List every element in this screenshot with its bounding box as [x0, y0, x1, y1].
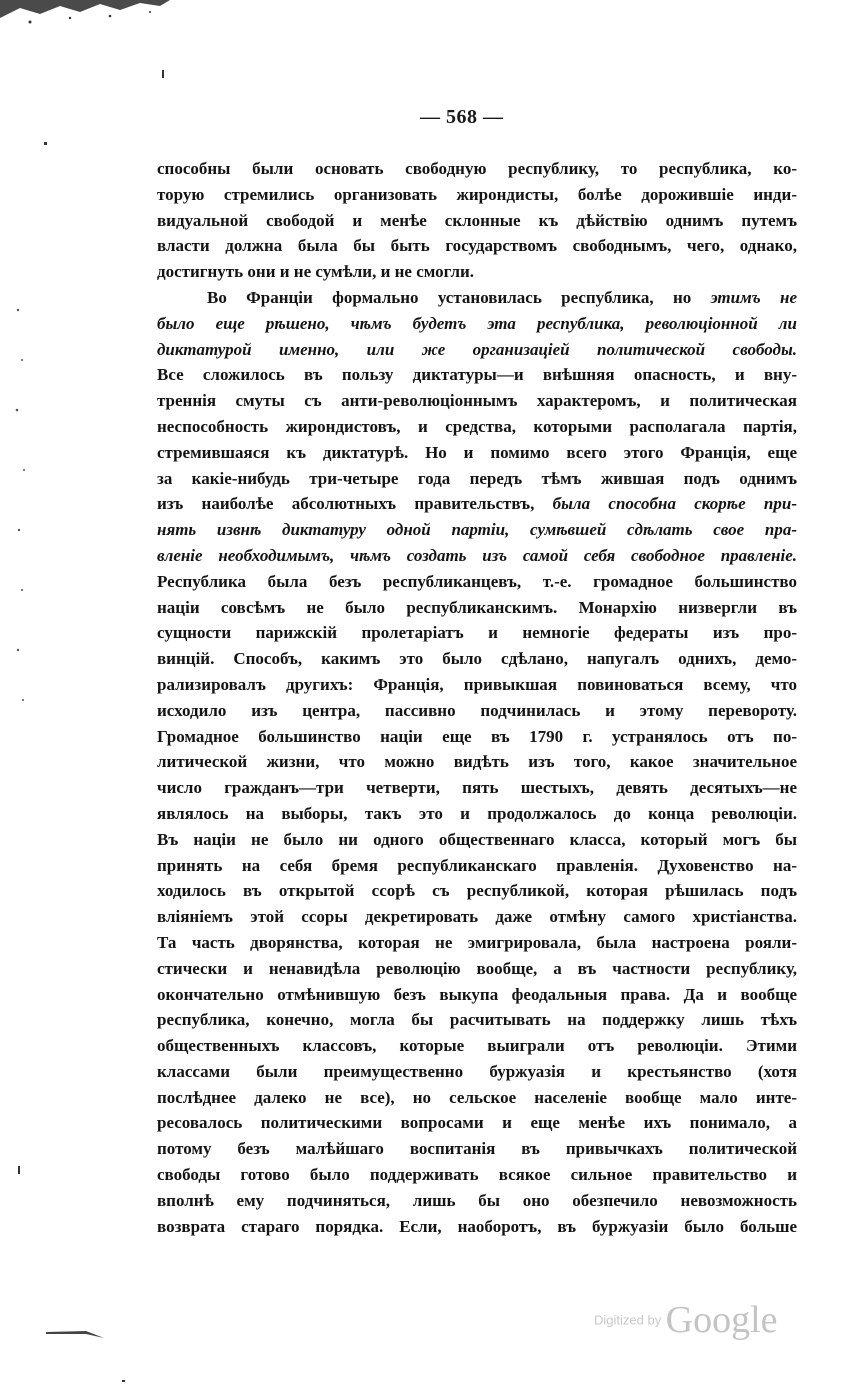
text-line: потому безъ малѣйшаго воспитанія въ привычкахъ политической: [157, 1139, 797, 1159]
text-line: націи совсѣмъ не было республиканскимъ. Монархію низвергли въ: [157, 597, 797, 617]
google-logo: Google: [665, 1299, 778, 1341]
watermark-prefix: Digitized by: [594, 1312, 662, 1328]
scan-speck: [18, 1166, 20, 1174]
text-line: способны были основать свободную республику, то республика, ко-: [157, 159, 797, 178]
scan-speck: [122, 1380, 125, 1382]
text-line: Все сложилось въ пользу диктатуры—и внѣшняя опасность, и вну-: [157, 365, 797, 385]
google-watermark: [594, 1298, 778, 1342]
scan-smudge: [46, 1326, 106, 1340]
text-line: возврата стараго порядка. Если, наоборотъ, въ буржуазіи было больше: [157, 1216, 797, 1236]
body-text: [157, 156, 797, 1239]
text-line: исходило изъ центра, пассивно подчинилась и этому перевороту.: [157, 700, 797, 720]
text-line: за какіе-нибудь три-четыре года передъ тѣмъ жившая подъ однимъ: [157, 468, 797, 488]
text-run: Во Франціи формально установилась республика, но: [207, 287, 711, 307]
text-line: неспособность жирондистовъ, и средства, которыми располагала партія,: [157, 416, 797, 436]
page-number: — 568 —: [420, 106, 504, 128]
text-line: винцій. Способъ, какимъ это было сдѣлано, напугалъ однихъ, демо-: [157, 649, 797, 669]
scan-speck: [162, 70, 164, 78]
text-line: сущности парижскій пролетаріатъ и немногіе федераты изъ про-: [157, 623, 797, 643]
text-line: общественныхъ классовъ, которые выиграли отъ революціи. Этими: [157, 1036, 797, 1056]
text-run-italic: была способна скорѣе при-: [552, 494, 797, 514]
text-line: являлось на выборы, такъ это и продолжалось до конца революціи.: [157, 803, 797, 823]
text-line: рализировалъ другихъ: Франція, привыкшая повиноваться всему, что: [157, 674, 797, 694]
text-line: принять на себя бремя республиканскаго правленія. Духовенство на-: [157, 855, 797, 875]
text-line: классами были преимущественно буржуазія и крестьянство (хотя: [157, 1061, 797, 1081]
text-line: число гражданъ—три четверти, пять шестыхъ, девять десятыхъ—не: [157, 778, 797, 798]
text-line: вліяніемъ этой ссоры декретировать даже отмѣну самого христіанства.: [157, 907, 797, 927]
text-line: видуальной свободой и менѣе склонные къ дѣйствію однимъ путемъ: [157, 210, 797, 230]
text-line: Въ націи не было ни одного общественнаго класса, который могъ бы: [157, 829, 797, 849]
scan-speck: [44, 142, 47, 145]
text-line: ресовалось политическими вопросами и еще менѣе ихъ понимало, а: [157, 1113, 797, 1133]
text-line: торую стремились организовать жирондисты, болѣе дорожившіе инди-: [157, 184, 797, 204]
text-line: достигнуть они и не сумѣли, и не смогли.: [157, 262, 475, 282]
text-line: послѣднее далеко не все), но сельское населеніе вообще мало инте-: [157, 1087, 797, 1107]
text-line: диктатурой именно, или же организаціей политической свободы.: [157, 339, 797, 359]
text-line: республика, конечно, могла бы расчитывать на поддержку лишь тѣхъ: [157, 1010, 797, 1030]
text-line: стремившаяся къ диктатурѣ. Но и помимо всего этого Франція, еще: [157, 442, 797, 462]
text-line: [157, 491, 797, 517]
text-line: Громадное большинство націи еще въ 1790 г. устранялось отъ по-: [157, 726, 797, 746]
text-line: ходилось въ открытой ссорѣ съ республикой, которая рѣшилась подъ: [157, 881, 797, 901]
text-line: свободы готово было поддерживать всякое сильное правительство и: [157, 1165, 797, 1185]
text-run: изъ наиболѣе абсолютныхъ правительствъ,: [157, 494, 553, 514]
text-line: литической жизни, что можно видѣть изъ того, какое значительное: [157, 752, 797, 772]
scan-margin-marks: [12, 300, 32, 720]
text-line: [157, 285, 797, 311]
text-line: Республика была безъ республиканцевъ, т.-е. громадное большинство: [157, 571, 797, 591]
text-line: вполнѣ ему подчиняться, лишь бы оно обезпечило невозможность: [157, 1190, 797, 1210]
text-line: нять извнѣ диктатуру одной партіи, сумѣвшей сдѣлать свое пра-: [157, 520, 797, 540]
text-line: стически и ненавидѣла революцію вообще, а въ частности республику,: [157, 958, 797, 978]
text-run-italic: этимъ не: [710, 287, 797, 307]
text-line: власти должна была бы быть государствомъ свободнымъ, чего, однако,: [157, 236, 797, 256]
text-line: окончательно отмѣнившую безъ выкупа феодальныя права. Да и вообще: [157, 984, 797, 1004]
text-line: Та часть дворянства, которая не эмигрировала, была настроена рояли-: [157, 932, 797, 952]
text-line: вленіе необходимымъ, чѣмъ создать изъ самой себя свободное правленіе.: [157, 545, 797, 565]
scan-edge-noise: [0, 0, 170, 40]
text-line: треннія смуты съ анти-революціоннымъ характеромъ, и политическая: [157, 391, 797, 411]
text-line: было еще рѣшено, чѣмъ будетъ эта республика, революціонной ли: [157, 313, 797, 333]
